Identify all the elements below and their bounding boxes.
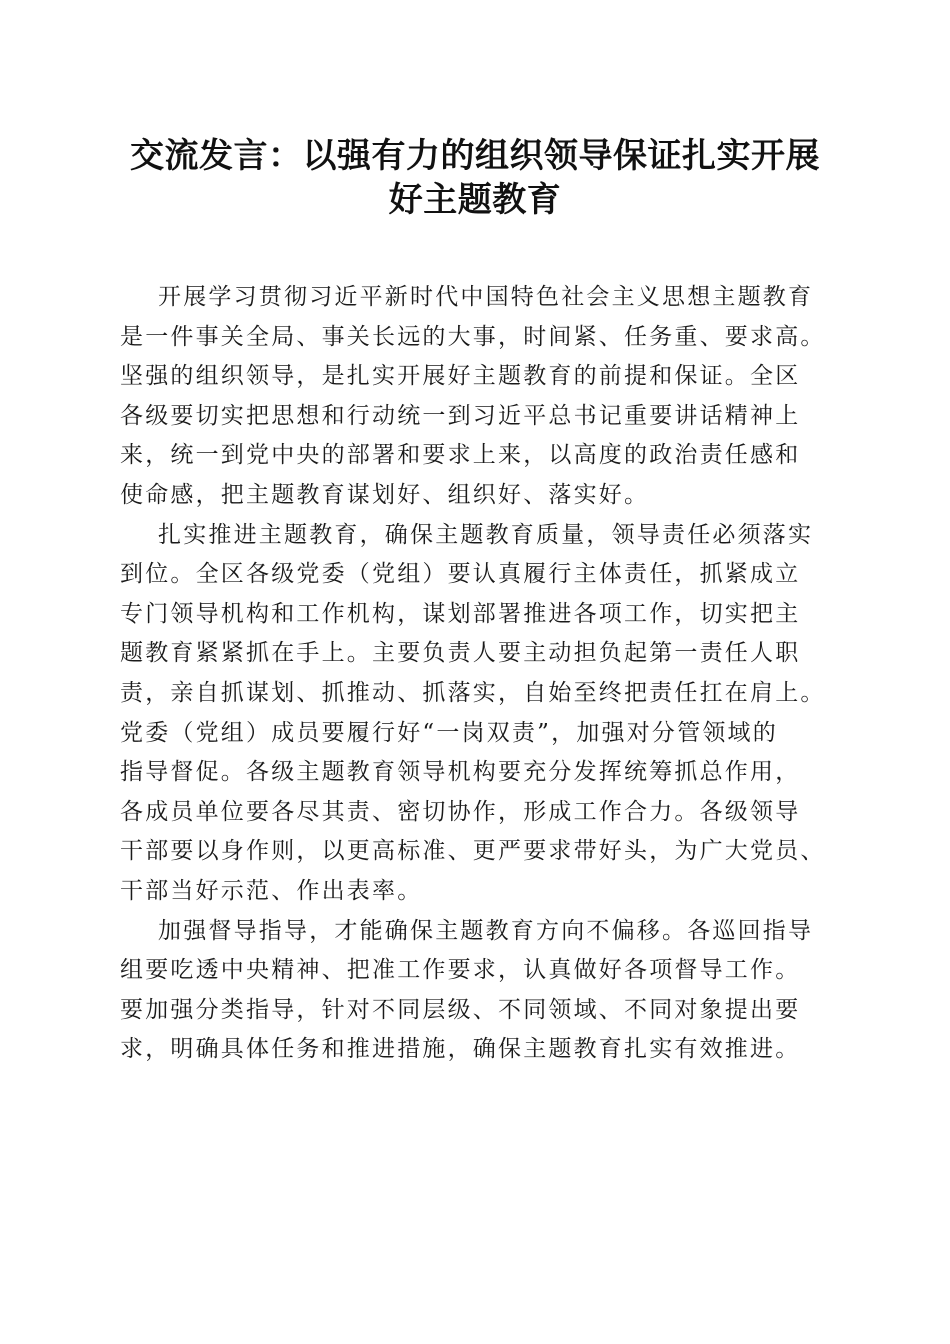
paragraph-line: 要加强分类指导，针对不同层级、不同领域、不同对象提出要 bbox=[120, 996, 801, 1023]
paragraph-3 bbox=[120, 912, 840, 1070]
paragraph-line: 到位。全区各级党委（党组）要认真履行主体责任，抓紧成立 bbox=[120, 561, 801, 588]
title-line-1: 交流发言：以强有力的组织领导保证扎实开展 bbox=[130, 136, 820, 176]
paragraph-line: 责，亲自抓谋划、抓推动、抓落实，自始至终把责任扛在肩上。 bbox=[120, 679, 826, 706]
paragraph-line: 党委（党组）成员要履行好“一岗双责”，加强对分管领域的 bbox=[120, 719, 778, 746]
paragraph-1 bbox=[120, 278, 840, 516]
paragraph-line: 求，明确具体任务和推进措施，确保主题教育扎实有效推进。 bbox=[120, 1036, 801, 1063]
paragraph-line: 各级要切实把思想和行动统一到习近平总书记重要讲话精神上 bbox=[120, 402, 801, 429]
paragraph-line: 题教育紧紧抓在手上。主要负责人要主动担负起第一责任人职 bbox=[120, 640, 801, 667]
paragraph-line: 使命感，把主题教育谋划好、组织好、落实好。 bbox=[120, 481, 650, 508]
document-body bbox=[120, 278, 840, 1070]
paragraph-line: 开展学习贯彻习近平新时代中国特色社会主义思想主题教育 bbox=[158, 284, 814, 310]
document-title bbox=[100, 134, 850, 222]
paragraph-line: 是一件事关全局、事关长远的大事，时间紧、任务重、要求高。 bbox=[120, 323, 826, 350]
paragraph-line: 指导督促。各级主题教育领导机构要充分发挥统筹抓总作用， bbox=[120, 759, 801, 786]
paragraph-line: 干部当好示范、作出表率。 bbox=[120, 877, 423, 904]
paragraph-line: 加强督导指导，才能确保主题教育方向不偏移。各巡回指导 bbox=[158, 917, 814, 944]
paragraph-line: 来，统一到党中央的部署和要求上来，以高度的政治责任感和 bbox=[120, 442, 801, 469]
paragraph-line: 干部要以身作则，以更高标准、更严要求带好头，为广大党员、 bbox=[120, 838, 826, 865]
paragraph-line: 各成员单位要各尽其责、密切协作，形成工作合力。各级领导 bbox=[120, 798, 801, 825]
title-line-2: 好主题教育 bbox=[388, 180, 562, 220]
paragraph-line: 扎实推进主题教育，确保主题教育质量，领导责任必须落实 bbox=[158, 521, 814, 548]
paragraph-line: 专门领导机构和工作机构，谋划部署推进各项工作，切实把主 bbox=[120, 600, 801, 627]
paragraph-line: 坚强的组织领导，是扎实开展好主题教育的前提和保证。全区 bbox=[120, 363, 801, 390]
paragraph-2 bbox=[120, 516, 840, 912]
paragraph-line: 组要吃透中央精神、把准工作要求，认真做好各项督导工作。 bbox=[120, 957, 801, 984]
